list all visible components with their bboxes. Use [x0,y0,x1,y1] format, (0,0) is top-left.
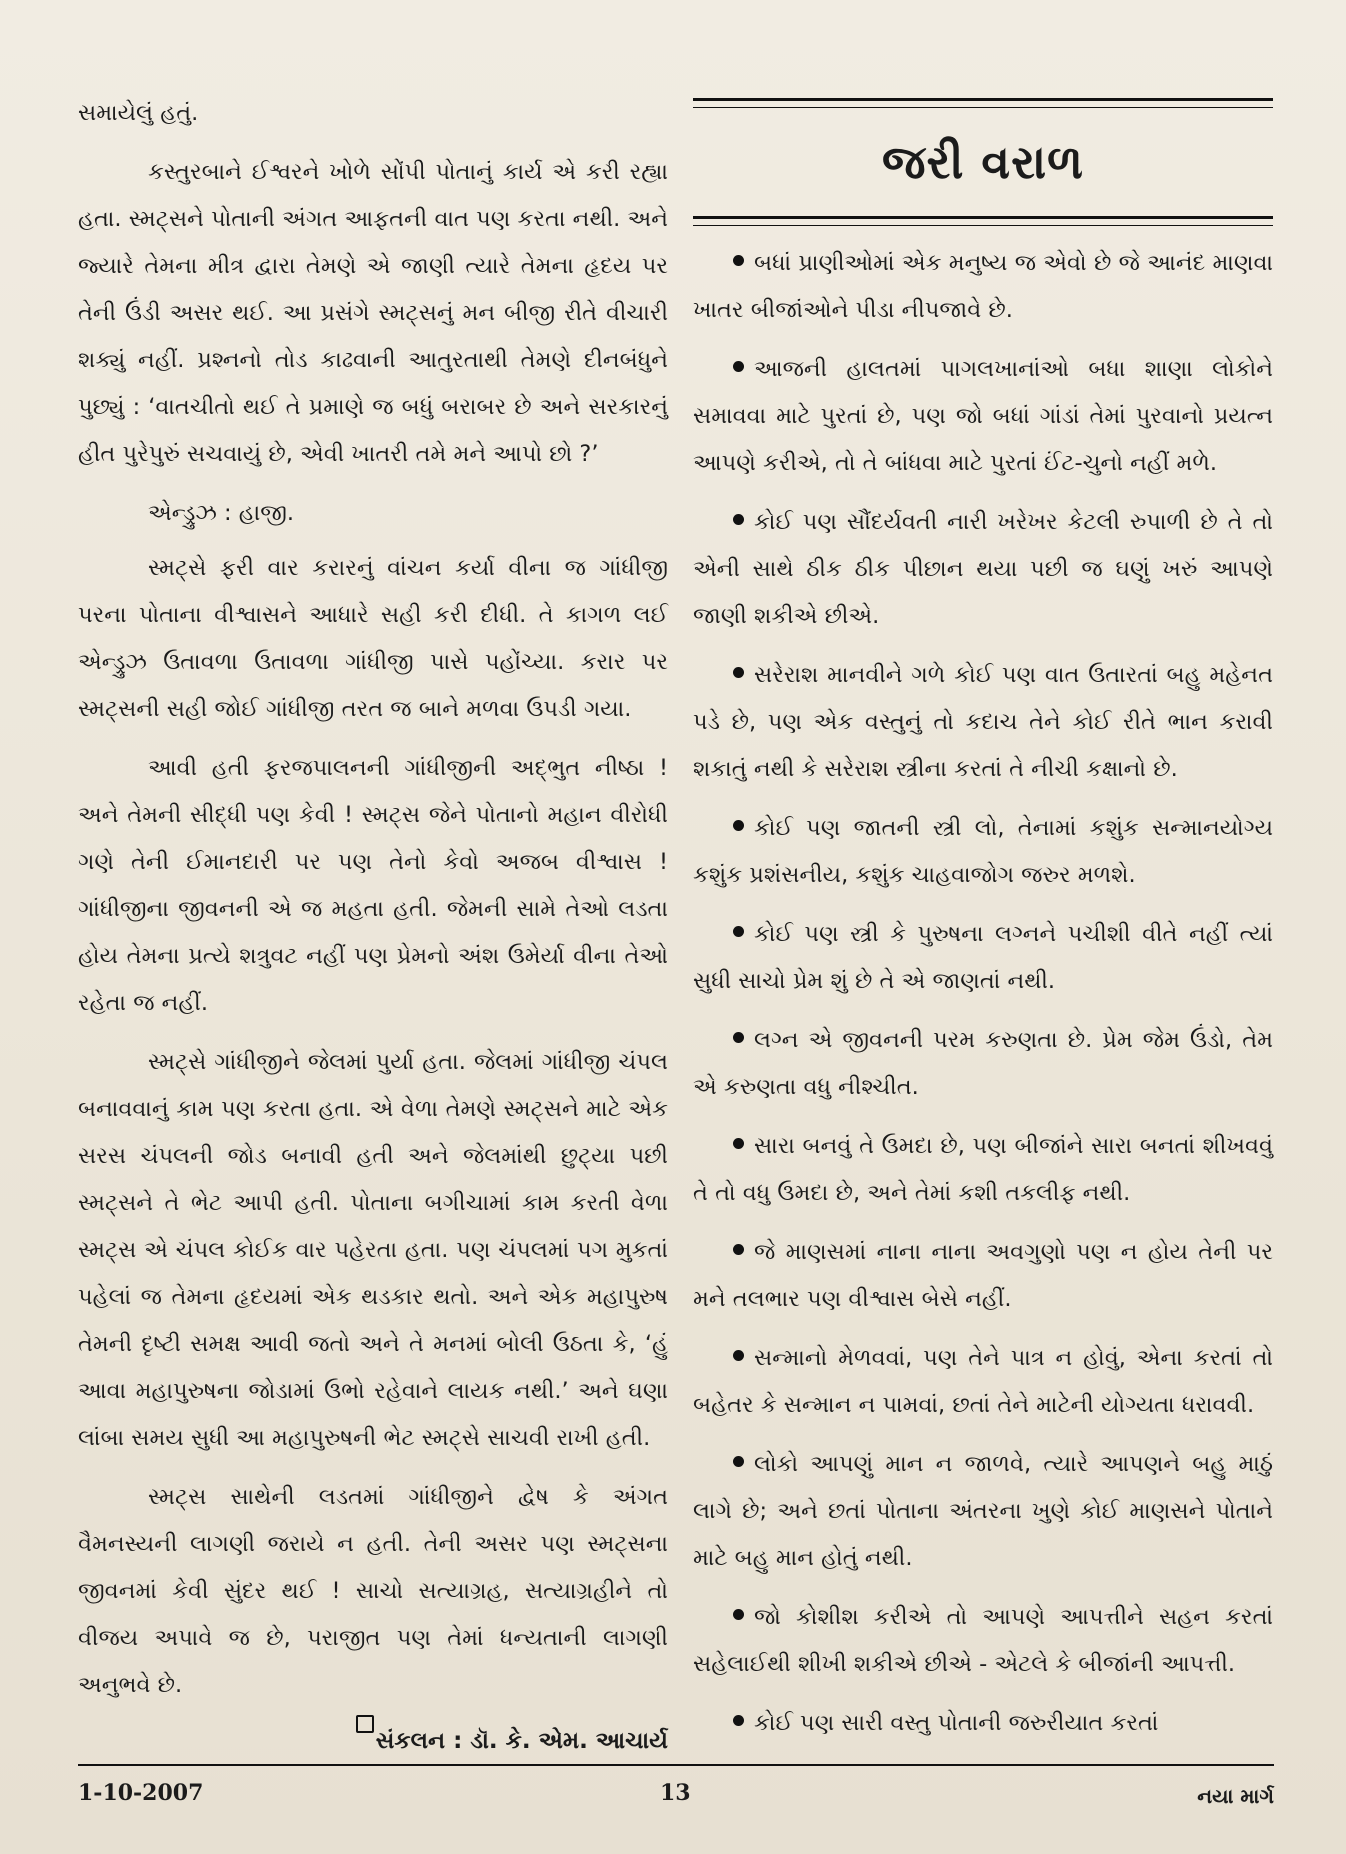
bullet-icon [733,1715,744,1726]
magazine-name: નયા માર્ગ [1197,1784,1274,1808]
quote-text: કોઈ પણ સ્ત્રી કે પુરુષના લગ્નને પચીશી વીતે નહીં ત્યાં સુધી સાચો પ્રેમ શું છે તે એ જાણતાં નથી. [693,921,1273,994]
bullet-icon [733,1609,744,1620]
quote-text: સરેરાશ માનવીને ગળે કોઈ પણ વાત ઉતારતાં બહુ મહેનત પડે છે, પણ એક વસ્તુનું તો કદાચ તેને કોઈ રીતે ભાન કરાવી શકાતું નથી કે સરેરાશ સ્ત્રીના કરતાં તે નીચી કક્ષાનો છે. [693,662,1273,782]
quote-item [693,1441,1273,1582]
paragraph: સ્મટ્સે ફરી વાર કરારનું વાંચન કર્યા વીના જ ગાંધીજી પરના પોતાના વીશ્વાસને આધારે સહી કરી દીધી. તે કાગળ લઈ એન્ડ્રુઝ ઉતાવળા ઉતાવળા ગાંધીજી પાસે પહોંચ્યા. કરાર પર સ્મટ્સની સહી જોઈ ગાંધીજી તરત જ બાને મળવા ઉપડી ગયા. [78,555,668,722]
quote-item [693,1335,1273,1429]
bullet-icon [733,667,744,678]
paragraph: સ્મટ્સે ગાંધીજીને જેલમાં પુર્યા હતા. જેલમાં ગાંધીજી ચંપલ બનાવવાનું કામ પણ કરતા હતા. એ વેળા તેમણે સ્મટ્સને માટે એક સરસ ચંપલની જોડ બનાવી હતી અને જેલમાંથી છુટ્યા પછી સ્મટ્સને તે ભેટ આપી હતી. પોતાના બગીચામાં કામ કરતી વેળા સ્મટ્સ એ ચંપલ કોઈક વાર પહેરતા હતા. પણ ચંપલમાં પગ મુકતાં પહેલાં જ તેમના હૃદયમાં એક થડકાર થતો. અને એક મહાપુરુષ તેમની દૃષ્ટી સમક્ષ આવી જતો અને તે મનમાં બોલી ઉઠતા કે, ‘હું આવા મહાપુરુષના જોડામાં ઉભો રહેવાને લાયક નથી.’ અને ઘણા લાંબા સમય સુધી આ મહાપુરુષની ભેટ સ્મટ્સે સાચવી રાખી હતી. [78,1049,668,1451]
left-column [78,90,668,1761]
quote-item [693,1229,1273,1323]
paragraph: સમાયેલું હતું. [78,100,199,126]
footer-rule [78,1764,1274,1766]
bullet-icon [733,820,744,831]
bullet-icon [733,1456,744,1467]
end-square-icon [356,1715,374,1733]
page-number: 13 [660,1780,691,1806]
quotes-list [693,240,1273,1747]
quote-text: કોઈ પણ સારી વસ્તુ પોતાની જરુરીયાત કરતાં [754,1710,1159,1736]
paragraph: સ્મટ્સ સાથેની લડતમાં ગાંધીજીને દ્વેષ કે અંગત વૈમનસ્યની લાગણી જરાયે ન હતી. તેની અસર પણ સ્મટ્સના જીવનમાં કેવી સુંદર થઈ ! સાચો સત્યાગ્રહ, સત્યાગ્રહીને તો વીજય અપાવે જ છે, પરાજીત પણ તેમાં ધન્યતાની લાગણી અનુભવે છે. [78,1484,668,1698]
paragraph: આવી હતી ફરજપાલનની ગાંધીજીની અદ્ભુત નીષ્ઠા ! અને તેમની સીદ્ધી પણ કેવી ! સ્મટ્સ જેને પોતાનો મહાન વીરોધી ગણે તેની ઈમાનદારી પર પણ તેનો કેવો અજબ વીશ્વાસ ! ગાંધીજીના જીવનની એ જ મહતા હતી. જેમની સામે તેઓ લડતા હોય તેમના પ્રત્યે શત્રુવટ નહીં પણ પ્રેમનો અંશ ઉમેર્યા વીના તેઓ રહેતા જ નહીં. [78,755,668,1016]
issue-date: 1-10-2007 [78,1780,204,1806]
quote-text: સન્માનો મેળવવાં, પણ તેને પાત્ર ન હોવું, એના કરતાં તો બહેતર કે સન્માન ન પામવાં, છતાં તેને માટેની યોગ્યતા ધરાવવી. [693,1345,1273,1418]
quote-text: લગ્ન એ જીવનની પરમ કરુણતા છે. પ્રેમ જેમ ઉંડો, તેમ એ કરુણતા વધુ નીશ્ચીત. [693,1027,1273,1100]
quote-item [693,652,1273,793]
bullet-icon [733,1244,744,1255]
section-title: જરી વરાળ [881,135,1085,189]
quote-item [693,1700,1273,1747]
bullet-icon [733,1032,744,1043]
quote-item [693,1017,1273,1111]
bullet-icon [733,361,744,372]
quote-text: બધાં પ્રાણીઓમાં એક મનુષ્ય જ એવો છે જે આનંદ માણવા ખાતર બીજાંઓને પીડા નીપજાવે છે. [693,250,1273,323]
title-top-rule-thin [693,107,1273,108]
quote-text: આજની હાલતમાં પાગલખાનાંઓ બધા શાણા લોકોને સમાવવા માટે પુરતાં છે, પણ જો બધાં ગાંડાં તેમાં પુરવાનો પ્રયત્ન આપણે કરીએ, તો તે બાંધવા માટે પુરતાં ઈંટ-ચુનો નહીં મળે. [693,356,1273,476]
paragraph: એન્ડ્રુઝ : હાજી. [148,500,295,526]
quote-item [693,499,1273,640]
title-bottom-rule [693,216,1273,219]
bullet-icon [733,1138,744,1149]
title-bottom-rule-thin [693,225,1273,226]
quote-item [693,805,1273,899]
quote-text: કોઈ પણ સૌંદર્યવતી નારી ખરેખર કેટલી રુપાળી છે તે તો એની સાથે ઠીક ઠીક પીછાન થયા પછી જ ઘણું ખરું આપણે જાણી શકીએ છીએ. [693,509,1273,629]
quote-text: જો કોશીશ કરીએ તો આપણે આપત્તીને સહન કરતાં સહેલાઈથી શીખી શકીએ છીએ - એટલે કે બીજાંની આપત્તી. [693,1604,1273,1677]
quote-item [693,346,1273,487]
bullet-icon [733,255,744,266]
quote-text: સારા બનવું તે ઉમદા છે, પણ બીજાંને સારા બનતાં શીખવવું તે તો વધુ ઉમદા છે, અને તેમાં કશી તકલીફ નથી. [693,1133,1273,1206]
quote-text: કોઈ પણ જાતની સ્ત્રી લો, તેનામાં કશુંક સન્માનયોગ્ય કશુંક પ્રશંસનીય, કશુંક ચાહવાજોગ જરુર મળશે. [693,815,1273,888]
bullet-icon [733,514,744,525]
quote-item [693,1594,1273,1688]
bullet-icon [733,1350,744,1361]
bullet-icon [733,926,744,937]
quote-item [693,1123,1273,1217]
quote-item [693,911,1273,1005]
quote-item [693,240,1273,334]
title-top-rule [693,98,1273,101]
right-column [693,98,1273,1759]
page-footer [78,1780,1274,1820]
quote-text: જે માણસમાં નાના નાના અવગુણો પણ ન હોય તેની પર મને તલભાર પણ વીશ્વાસ બેસે નહીં. [693,1239,1273,1312]
quote-text: લોકો આપણું માન ન જાળવે, ત્યારે આપણને બહુ માઠું લાગે છે; અને છતાં પોતાના અંતરના ખુણે કોઈ માણસને પોતાને માટે બહુ માન હોતું નથી. [693,1451,1273,1571]
article-credit: સંકલન : ડૉ. કે. એમ. આચાર્ય [375,1728,668,1754]
paragraph: કસ્તુરબાને ઈશ્વરને ખોળે સોંપી પોતાનું કાર્ય એ કરી રહ્યા હતા. સ્મટ્સને પોતાની અંગત આફતની વાત પણ કરતા નથી. અને જ્યારે તેમના મીત્ર દ્વારા તેમણે એ જાણી ત્યારે તેમના હૃદય પર તેની ઉંડી અસર થઈ. આ પ્રસંગે સ્મટ્સનું મન બીજી રીતે વીચારી શક્યું નહીં. પ્રશ્નનો તોડ કાઢવાની આતુરતાથી તેમણે દીનબંધુને પુછ્યું : ‘વાતચીતો થઈ તે પ્રમાણે જ બધું બરાબર છે અને સરકારનું હીત પુરેપુરું સચવાયું છે, એવી ખાતરી તમે મને આપો છો ?’ [78,159,668,467]
